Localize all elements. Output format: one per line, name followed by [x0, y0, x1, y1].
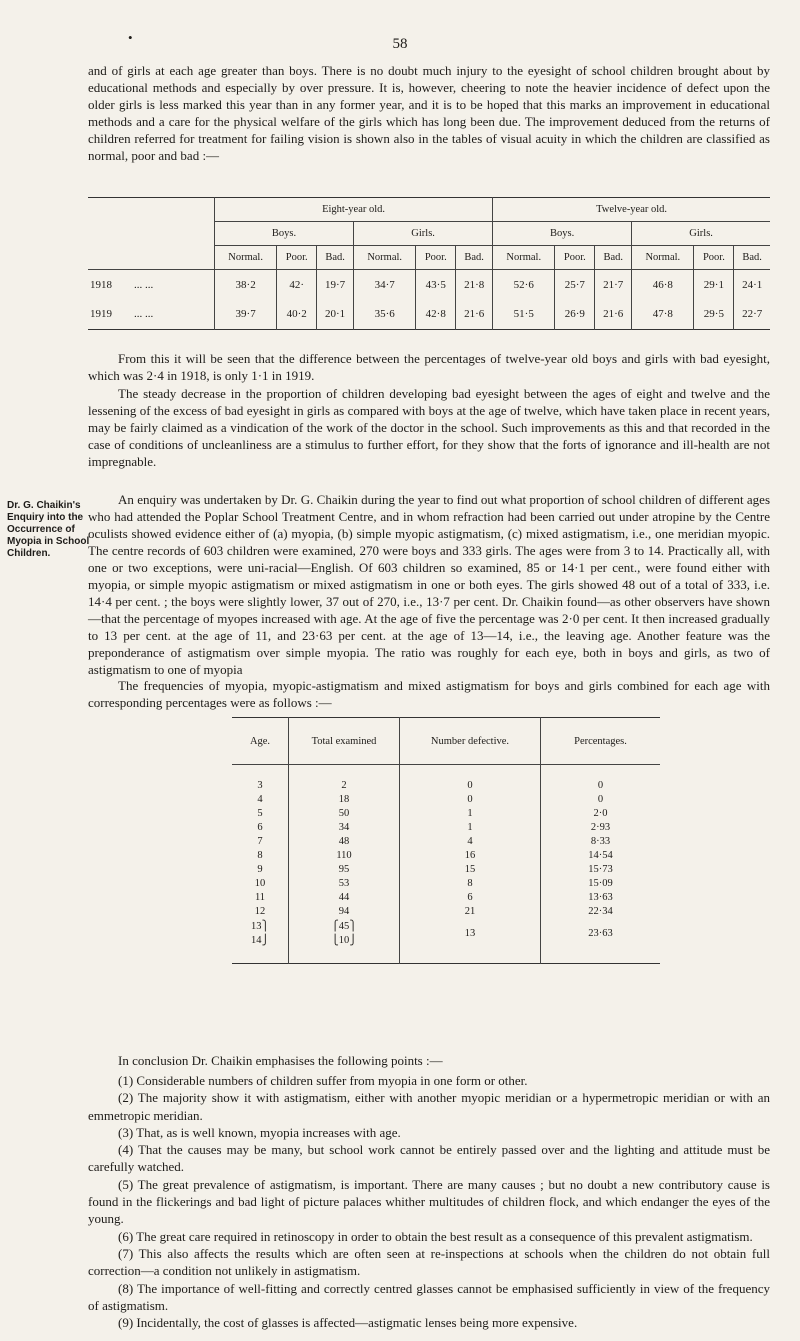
table-cell: 4: [257, 794, 263, 805]
table-cell: 13: [400, 919, 541, 949]
col-header: Bad.: [456, 246, 493, 270]
age-14: 14: [251, 935, 262, 946]
table-cell: 22·7: [734, 300, 770, 330]
table-cell: 46·8: [632, 270, 694, 300]
table-cell: 48: [289, 835, 400, 849]
table-cell: 1: [400, 821, 541, 835]
table-cell: 1: [400, 807, 541, 821]
list-item: (1) Considerable numbers of children suffer from myopia in one form or other.: [118, 1073, 528, 1088]
table-cell: 15: [400, 863, 541, 877]
table-row: [88, 300, 770, 330]
table-cell: 43·5: [416, 270, 456, 300]
list-item: (7) This also affects the results which are often seen at re-inspections at schools when the children do not obtain full correction—a condition not unlikely in astigmatism.: [88, 1245, 770, 1279]
table-row: [232, 835, 660, 849]
table-cell: 44: [289, 891, 400, 905]
paragraph-steady-decrease: The steady decrease in the proportion of children developing bad eyesight between the ages of eight and twelve and the lessening of the excess of bad eyesight in girls as compared with boys at the age of twelve, which have taken place in recent years, may be fairly claimed as a vindication of the work of the doctor in the school. Such improvements as this and that recorded in the case of conditions of uncleanliness are a stimulus to further effort, for they show that the forts of ignorance and ill-health are not impregnable.: [88, 386, 770, 469]
table-cell: 13·63: [541, 891, 661, 905]
table-cell: 53: [289, 877, 400, 891]
table-cell: 3: [257, 780, 263, 791]
table-cell: 35·6: [354, 300, 416, 330]
table-cell: 18: [289, 793, 400, 807]
table-cell: 21: [400, 905, 541, 919]
list-item: (4) That the causes may be many, but school work cannot be entirely passed over and the lighting and attitude must be carefully watched.: [88, 1142, 770, 1175]
margin-note: Dr. G. Chaikin's Enquiry into the Occurrence of Myopia in School Children.: [7, 500, 90, 559]
table-row: [232, 877, 660, 891]
table-cell: 8: [257, 850, 263, 861]
page-number: 58: [392, 36, 408, 52]
table-cell: 110: [289, 849, 400, 863]
table-cell: 23·63: [541, 919, 661, 949]
visual-acuity-table: [88, 197, 770, 330]
table-cell: 25·7: [555, 270, 595, 300]
table-cell: 21·6: [456, 300, 493, 330]
sex-header: Boys.: [215, 222, 354, 246]
table-cell: 29·1: [694, 270, 734, 300]
table-cell: 15·09: [541, 877, 661, 891]
row-year: 1918: [90, 278, 112, 291]
table-cell: 38·2: [215, 270, 277, 300]
col-header: Bad.: [595, 246, 632, 270]
col-header: Bad.: [317, 246, 354, 270]
table-cell: 2·0: [541, 807, 661, 821]
table-cell: 9: [257, 864, 263, 875]
table-cell: 52·6: [493, 270, 555, 300]
table-row: 13⎫ 14⎭ ⎧45⎫ ⎩10⎭ 13 23·63: [232, 919, 660, 949]
list-item: (9) Incidentally, the cost of glasses is affected—astigmatic lenses being more expensive.: [118, 1315, 578, 1331]
col-header: Normal.: [215, 246, 277, 270]
table-cell: 22·34: [541, 905, 661, 919]
list-item: (3) That, as is well known, myopia increases with age.: [118, 1124, 401, 1140]
sex-header: Boys.: [493, 222, 632, 246]
table-cell: 34: [289, 821, 400, 835]
table-cell: 2: [289, 779, 400, 793]
table-row: [232, 779, 660, 793]
col-header: Normal.: [354, 246, 416, 270]
col-header: Number defective.: [400, 718, 541, 765]
table-cell: 39·7: [215, 300, 277, 330]
table-cell: 94: [289, 905, 400, 919]
table-row: [232, 793, 660, 807]
table-cell: 15·73: [541, 863, 661, 877]
table-row: [232, 863, 660, 877]
paragraph-difference: From this it will be seen that the difference between the percentages of twelve-year old boys and girls with bad eyesight, which was 2·4 in 1918, is only 1·1 in 1919.: [88, 351, 770, 383]
table-cell: 19·7: [317, 270, 354, 300]
group-header-twelve: Twelve-year old.: [493, 198, 770, 222]
myopia-frequency-table: [232, 717, 660, 964]
sex-header: Girls.: [632, 222, 770, 246]
table-row: [232, 807, 660, 821]
intro-paragraph: and of girls at each age greater than boys. There is no doubt much injury to the eyesight of school children brought about by educational methods and especially by over pressure. It is, however, cheering to note the heavier incidence of defect upon the older girls is less marked this year than in any former year, and it is to be hoped that this marks an improvement in educational methods and a care for the physical welfare of the girls which has long been due. The improvement deduced from the returns of children referred for treatment for failing vision is shown also in the tables of visual acuity in which the children are classified as normal, poor and bad :—: [88, 63, 770, 163]
list-item: (2) The majority show it with astigmatism, either with another myopic meridian or a hypermetropic meridian or with an emmetropic meridian.: [88, 1090, 770, 1123]
table-row: [232, 891, 660, 905]
conclusion-points: [88, 1072, 770, 1331]
col-header: Poor.: [416, 246, 456, 270]
table-cell: 42·: [277, 270, 317, 300]
age-13: 13: [251, 921, 262, 932]
row-dots: ... ...: [134, 308, 154, 321]
table-cell: 42·8: [416, 300, 456, 330]
table-cell: 21·7: [595, 270, 632, 300]
table-cell: 24·1: [734, 270, 770, 300]
total-14: 10: [338, 935, 350, 946]
table-cell: 21·8: [456, 270, 493, 300]
table-cell: 10: [254, 878, 266, 889]
group-header-eight: Eight-year old.: [215, 198, 493, 222]
col-header: Poor.: [694, 246, 734, 270]
table-row: [232, 821, 660, 835]
col-header: Age.: [232, 718, 289, 765]
table-cell: 8·33: [541, 835, 661, 849]
table-cell: 50: [289, 807, 400, 821]
table-cell: 20·1: [317, 300, 354, 330]
total-13: 45: [338, 921, 350, 932]
conclusion-intro: In conclusion Dr. Chaikin emphasises the following points :—: [118, 1053, 443, 1068]
table-cell: 4: [400, 835, 541, 849]
paragraph-frequencies: The frequencies of myopia, myopic-astigmatism and mixed astigmatism for boys and girls combined for each age with corresponding percentages were as follows :—: [88, 678, 770, 710]
row-year: 1919: [90, 308, 112, 321]
table-cell: 0: [400, 779, 541, 793]
paragraph-enquiry: An enquiry was undertaken by Dr. G. Chaikin during the year to find out what proportion of school children of different ages who had attended the Poplar School Treatment Centre, and in whom refraction had been carried out under atropine by the Centre oculists showed evidence either of (a) myopia, (b) simple myopic astigmatism, (c) mixed astigmatism, i.e., one meridian myopic. The centre records of 603 children were examined, 270 were boys and 333 girls. The ages were from 3 to 14. Practically all, with one or two exceptions, were uni-racial—English. Of 603 children so examined, 85 or 14·1 per cent., were found either with myopia, or simple myopic astigmatism or mixed astigmatism in one or both eyes. The girls showed 48 out of a total of 333, i.e. 14·4 per cent. ; the boys were slightly lower, 37 out of 270, i.e., 13·7 per cent. Dr. Chaikin found—as other observers have shown—that the percentage of myopes increased with age. At the age of five the percentage was 2·0 per cent. It then increased gradually to 13 per cent. at the age of 11, and 23·63 per cent. at the age of 13—14, i.e., the leaving age. Another feature was the preponderance of astigmatism over simple myopia. The ratio was roughly for each eye, both in boys and girls, as two of astigmatism to one of myopia: [88, 492, 770, 677]
row-dots: ... ...: [134, 278, 154, 291]
table-cell: 0: [400, 793, 541, 807]
sex-header: Girls.: [354, 222, 493, 246]
table-cell: 8: [400, 877, 541, 891]
col-header: Percentages.: [541, 718, 661, 765]
table-cell: 7: [257, 836, 263, 847]
table-cell: 51·5: [493, 300, 555, 330]
list-item: (8) The importance of well-fitting and correctly centred glasses cannot be emphasised sufficiently in view of the frequency of astigmatism.: [88, 1280, 770, 1313]
table-cell: 2·93: [541, 821, 661, 835]
table-cell: 6: [400, 891, 541, 905]
table-cell: 5: [257, 808, 263, 819]
col-header: Normal.: [632, 246, 694, 270]
table-row: [232, 905, 660, 919]
stub-header: [88, 198, 215, 222]
table-cell: 26·9: [555, 300, 595, 330]
table-cell: 29·5: [694, 300, 734, 330]
col-header: Total examined: [289, 718, 400, 765]
list-item: (5) The great prevalence of astigmatism, is important. There are many causes ; but no doubt a new contributory cause is found in the flickerings and bad light of picture palaces whither multitudes of children flock, and which endanger the eyes of the young.: [88, 1176, 770, 1227]
list-item: (6) The great care required in retinoscopy in order to obtain the best result as a consequence of this prevalent astigmatism.: [118, 1228, 753, 1244]
table-cell: 40·2: [277, 300, 317, 330]
table-cell: 11: [254, 892, 266, 903]
col-header: Bad.: [734, 246, 770, 270]
table-cell: 12: [254, 906, 266, 917]
table-cell: 16: [400, 849, 541, 863]
table-cell: 47·8: [632, 300, 694, 330]
stray-mark: •: [128, 30, 133, 45]
table-cell: 0: [541, 779, 661, 793]
table-cell: 14·54: [541, 849, 661, 863]
col-header: Poor.: [277, 246, 317, 270]
col-header: Normal.: [493, 246, 555, 270]
table-cell: 0: [541, 793, 661, 807]
table-cell: 95: [289, 863, 400, 877]
table-row: [88, 270, 770, 300]
table-row: [232, 849, 660, 863]
table-cell: 6: [257, 822, 263, 833]
table-cell: 21·6: [595, 300, 632, 330]
col-header: Poor.: [555, 246, 595, 270]
table-cell: 34·7: [354, 270, 416, 300]
